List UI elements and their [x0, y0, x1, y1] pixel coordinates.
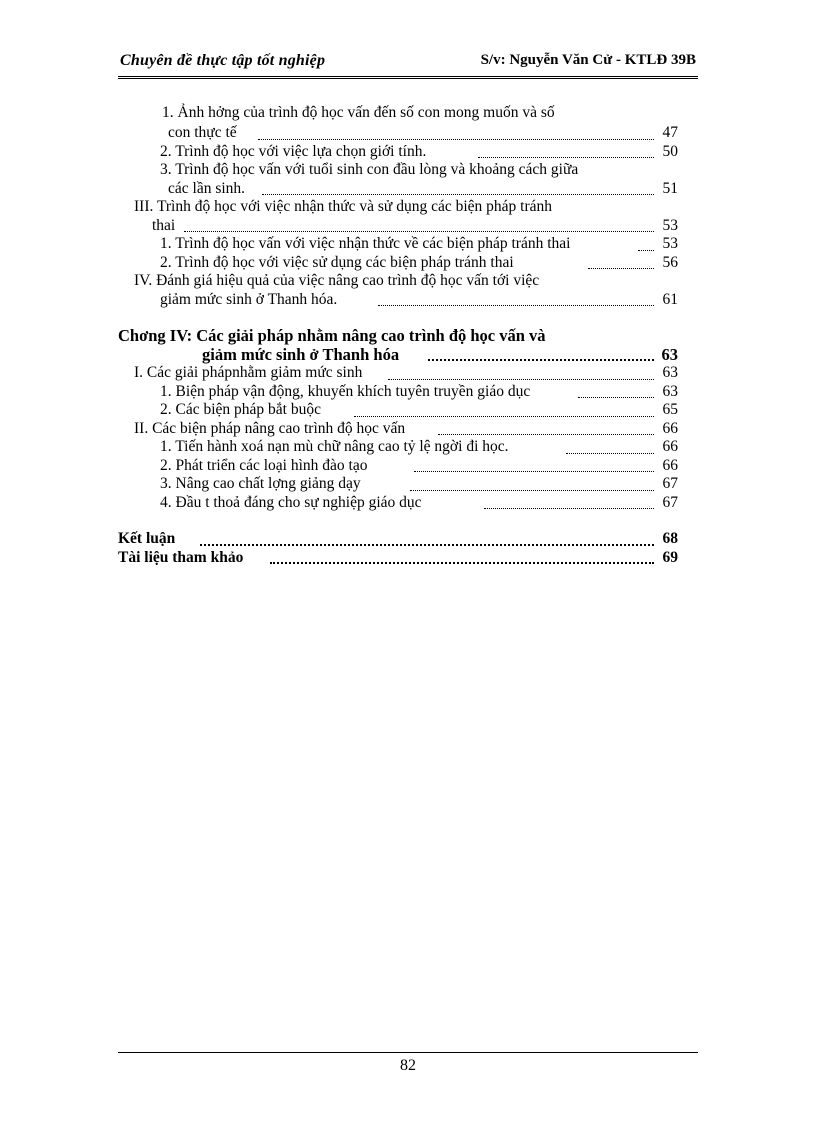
- footer-divider: [118, 1052, 698, 1053]
- toc-entry: [118, 457, 678, 476]
- toc-entry-page: 67: [662, 475, 678, 492]
- toc-entry-text: Kết luận: [118, 530, 176, 547]
- toc-entry: [118, 235, 678, 254]
- toc-entry-page: 67: [662, 493, 678, 511]
- toc-entry-page: 53: [662, 235, 678, 252]
- toc-entry: [118, 180, 678, 199]
- toc-entry-text: 2. Trình độ học với việc lựa chọn giới tính.: [160, 142, 427, 160]
- toc-entry-page: 65: [662, 401, 678, 418]
- toc-entry-text: I. Các giải phápnhằm giảm mức sinh: [134, 364, 363, 381]
- toc-entry-text: 1. Ảnh hởng của trình độ học vấn đến số con mong muốn và số: [162, 104, 555, 121]
- toc-entry-page: 56: [662, 253, 678, 271]
- toc-entry-text: giảm mức sinh ở Thanh hóa.: [160, 290, 338, 308]
- toc-entry-text: II. Các biện pháp nâng cao trình độ học vấn: [134, 419, 406, 437]
- toc-entry-text: các lần sinh.: [168, 179, 246, 197]
- toc-entry: [118, 124, 678, 143]
- toc-entry: [118, 383, 678, 402]
- header-author: S/v: Nguyễn Văn Cử - KTLĐ 39B: [480, 52, 696, 68]
- toc-entry-text: Tài liệu tham khảo: [118, 548, 244, 566]
- toc-entry-page: 63: [661, 344, 678, 364]
- toc-entry-page: 47: [662, 124, 678, 141]
- toc-entry-text: IV. Đánh giá hiệu quả của việc nâng cao trình độ học vấn tới việc: [134, 272, 540, 289]
- toc-entry-text: 3. Nâng cao chất lợng giảng dạy: [160, 475, 361, 492]
- toc-entry-page: 66: [662, 419, 678, 437]
- toc-entry: [118, 438, 678, 457]
- toc-entry-page: 63: [662, 364, 678, 381]
- toc-entry-text: III. Trình độ học với việc nhận thức và sử dụng các biện pháp tránh: [134, 198, 553, 215]
- toc-entry-page: 63: [662, 382, 678, 400]
- toc-entry-page: 66: [662, 438, 678, 455]
- toc-chapter-heading: [118, 327, 678, 346]
- toc-entry-text: 2. Trình độ học với việc sử dụng các biện pháp tránh thai: [160, 253, 514, 271]
- toc-entry: [118, 420, 678, 439]
- toc-entry-page: 61: [662, 290, 678, 308]
- toc-entry: [118, 104, 678, 124]
- toc-entry: [118, 254, 678, 273]
- table-of-contents: [118, 104, 678, 567]
- toc-entry: [118, 272, 678, 291]
- toc-entry-page: 50: [662, 142, 678, 160]
- page-header: [118, 52, 698, 79]
- toc-entry: [118, 364, 678, 383]
- toc-entry-page: 53: [662, 216, 678, 234]
- toc-entry: [118, 530, 678, 549]
- toc-entry-text: 1. Tiến hành xoá nạn mù chữ nâng cao tỷ lệ ngời đi học.: [160, 438, 509, 455]
- toc-chapter-heading: [118, 346, 678, 365]
- toc-entry: [118, 549, 678, 568]
- toc-entry: [118, 217, 678, 236]
- toc-entry: [118, 161, 678, 180]
- toc-entry-text: 2. Các biện pháp bắt buộc: [160, 401, 321, 418]
- toc-entry-text: 3. Trình độ học vấn với tuổi sinh con đầu lòng và khoảng cách giữa: [160, 161, 579, 178]
- toc-entry-text: Chơng IV: Các giải pháp nhằm nâng cao trình độ học vấn và: [118, 326, 546, 345]
- toc-entry: [118, 475, 678, 494]
- toc-entry: [118, 401, 678, 420]
- toc-entry-page: 69: [662, 548, 678, 566]
- toc-entry-text: giảm mức sinh ở Thanh hóa: [202, 344, 400, 364]
- toc-entry-text: thai: [152, 216, 176, 234]
- toc-entry-page: 66: [662, 456, 678, 474]
- toc-entry-text: 4. Đầu t thoả đáng cho sự nghiệp giáo dục: [160, 493, 422, 511]
- toc-entry: [118, 494, 678, 513]
- toc-entry-text: con thực tế: [168, 124, 237, 141]
- toc-entry-text: 1. Trình độ học vấn với việc nhận thức về các biện pháp tránh thai: [160, 235, 571, 252]
- toc-entry-text: 1. Biện pháp vận động, khuyến khích tuyên truyền giáo dục: [160, 382, 531, 400]
- page-number: 82: [400, 1057, 416, 1074]
- toc-entry: [118, 143, 678, 162]
- toc-entry: [118, 291, 678, 310]
- toc-entry-page: 68: [662, 530, 678, 547]
- toc-entry: [118, 198, 678, 217]
- toc-entry-page: 51: [662, 179, 678, 197]
- toc-entry-text: 2. Phát triển các loại hình đào tạo: [160, 456, 368, 474]
- header-title: Chuyên đề thực tập tốt nghiệp: [120, 52, 326, 69]
